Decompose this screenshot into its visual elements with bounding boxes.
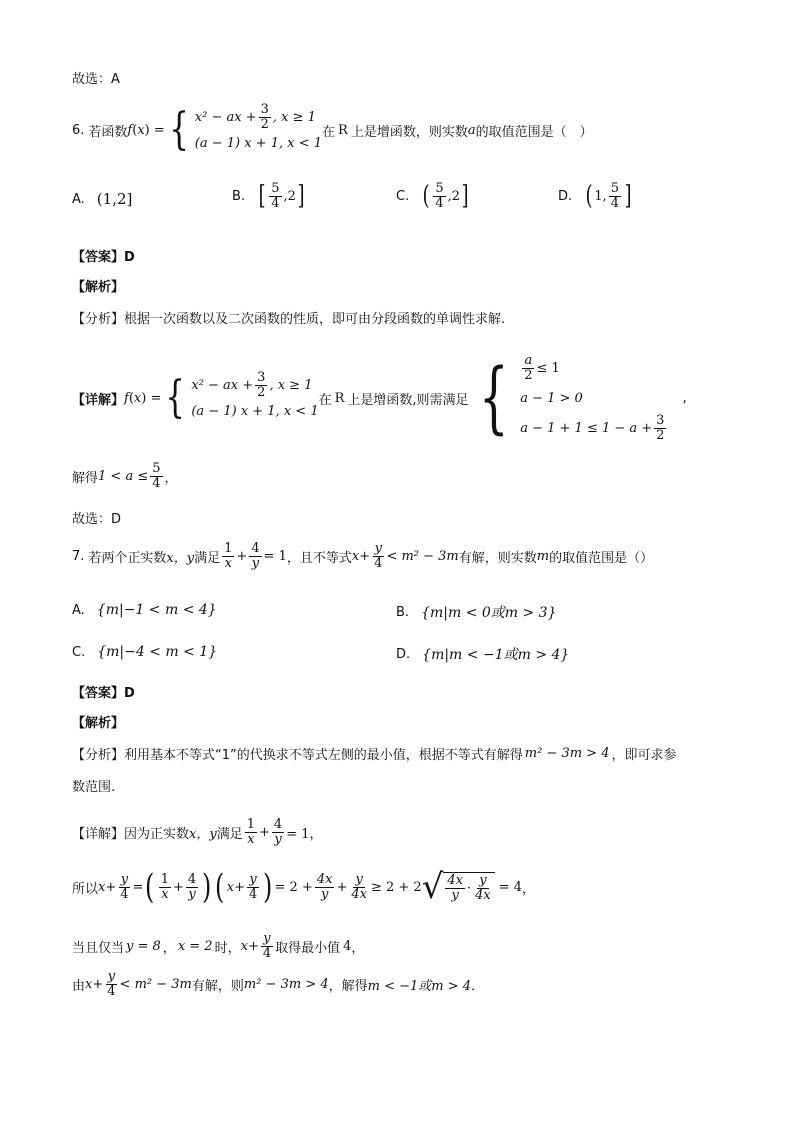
q7-option-c: C. {m|−4 < m < 1} <box>72 644 218 660</box>
variables-xy: x，y <box>166 550 195 566</box>
q7-option-a: A. {m|−1 < m < 4} <box>72 602 217 618</box>
q6-option-c: C. ( $\frac{5}{4}$ ,2 ] <box>396 181 469 212</box>
q6-solution: 解得 1 < a ≤ $\frac{5}{4}$ ， <box>72 461 178 491</box>
detail-text: 在 <box>318 392 332 408</box>
brace-symbol: { <box>168 104 189 155</box>
case-1: x² − ax + $\frac{3}{2}$ , x ≥ 1 <box>194 101 316 132</box>
function-arg: (x) = <box>128 390 162 406</box>
comma: , <box>682 390 687 406</box>
stem-text: 在 <box>322 124 336 140</box>
q6-option-b: B. [ $\frac{5}{4}$ ,2 ] <box>232 181 305 212</box>
function-arg: (x) = <box>132 122 165 138</box>
q7-detail-equation: 所以 x + $\frac{y}{4}$ = ( $\frac{1}{x}$ + $\frac{4}{y}$ ) ( x + $\frac{y}{4}$ ) = 2 + $\frac{4x}{y}$ + $\frac{y}{4x}$ ≥ 2 + 2 √ $\frac{4x}{y}$ · $\frac{y}{4x}$ = 4 ， <box>72 867 536 907</box>
previous-answer-choice <box>72 68 734 87</box>
inequality-system: $\frac{a}{2}$ ≤ 1 a − 1 > 0 a − 1 + 1 ≤ 1 − a + $\frac{3}{2}$ <box>520 352 665 443</box>
q7-analysis-heading: 【解析】 <box>72 716 125 731</box>
q6-answer: 【答案】D <box>72 250 135 265</box>
piecewise-cases: x² − ax + $\frac{3}{2}$ , x ≥ 1 (a − 1) x + 1, x < 1 <box>191 369 319 419</box>
q6-option-d: D. ( 1, $\frac{5}{4}$ ] <box>558 181 632 212</box>
function-f: f <box>127 122 133 138</box>
q6-option-a: A. (1,2] <box>72 190 133 208</box>
piecewise-cases <box>194 101 323 156</box>
variable-m: m <box>536 548 550 564</box>
question-number: 6. <box>72 122 85 138</box>
system-brace: { <box>478 353 509 443</box>
case-2: (a − 1) x + 1, x < 1 <box>194 135 323 151</box>
q6-analysis-heading: 【解析】 <box>72 280 125 295</box>
sqrt-symbol: √ $\frac{4x}{y}$ · $\frac{y}{4x}$ <box>422 870 495 904</box>
solution-expr: 1 < a ≤ <box>98 468 149 484</box>
solution-text: 解得 <box>72 470 99 486</box>
inequality-tail: < m² − 3m <box>386 548 459 564</box>
q6-detail <box>72 350 734 446</box>
detail-text: 上是增函数,则需满足 <box>347 392 469 408</box>
q7-analysis-line-1: 【分析】利用基本不等式“1”的代换求不等式左侧的最小值，根据不等式有解得 m² − 3m > 4 ，即可求参 <box>72 746 677 763</box>
stem-text: 若函数 <box>88 124 128 140</box>
q7-detail-line-1: 【详解】因为正实数 x，y 满足 $\frac{1}{x}$ + $\frac{4}{y}$ = 1， <box>72 817 323 847</box>
detail-label: 【详解】 <box>72 392 125 408</box>
stem-text: 的取值范围是（） <box>549 550 654 566</box>
stem-text: ，且不等式 <box>286 550 352 566</box>
choice-text: 故选：A <box>72 72 120 87</box>
stem-text: 若两个正实数 <box>88 550 167 566</box>
q7-answer: 【答案】D <box>72 686 135 701</box>
q6-analysis: 【分析】根据一次函数以及二次函数的性质，即可由分段函数的单调性求解. <box>72 312 506 327</box>
q7-option-d: D. {m|m < −1或m > 4} <box>396 646 570 663</box>
set-R: R <box>338 122 348 138</box>
brace-symbol: { <box>165 372 186 423</box>
stem-text: 有解，则实数 <box>458 550 537 566</box>
question-6-stem <box>72 101 734 156</box>
stem-text: 上是增函数，则实数 <box>350 124 468 140</box>
question-7-stem: 7. 若两个正实数 x，y 满足 $\frac{1}{x}$ + $\frac{4}{y}$ = 1 ，且不等式 x + $\frac{y}{4}$ < m² − 3m 有解，则实数 m 的取值范围是（） <box>72 541 654 571</box>
variable-a: a <box>467 122 476 138</box>
q7-detail-conclusion: 由 x + $\frac{y}{4}$ < m² − 3m 有解，则 m² − 3m > 4 ，解得 m < −1或m > 4 ． <box>72 969 485 999</box>
question-number: 7. <box>72 548 85 564</box>
q7-detail-equality-condition: 当且仅当 y = 8 ， x = 2 时， x + $\frac{y}{4}$ 取得最小值 4 ， <box>72 931 365 961</box>
stem-text: 满足 <box>194 550 221 566</box>
q7-option-b: B. {m|m < 0或m > 3} <box>396 604 557 621</box>
stem-text: 的取值范围是（ ） <box>475 124 593 140</box>
q6-choose: 故选：D <box>72 512 122 527</box>
function-f: f <box>124 390 129 406</box>
comma: ， <box>164 470 178 486</box>
q7-analysis-line-2: 数范围. <box>72 780 116 795</box>
set-R: R <box>334 390 345 406</box>
